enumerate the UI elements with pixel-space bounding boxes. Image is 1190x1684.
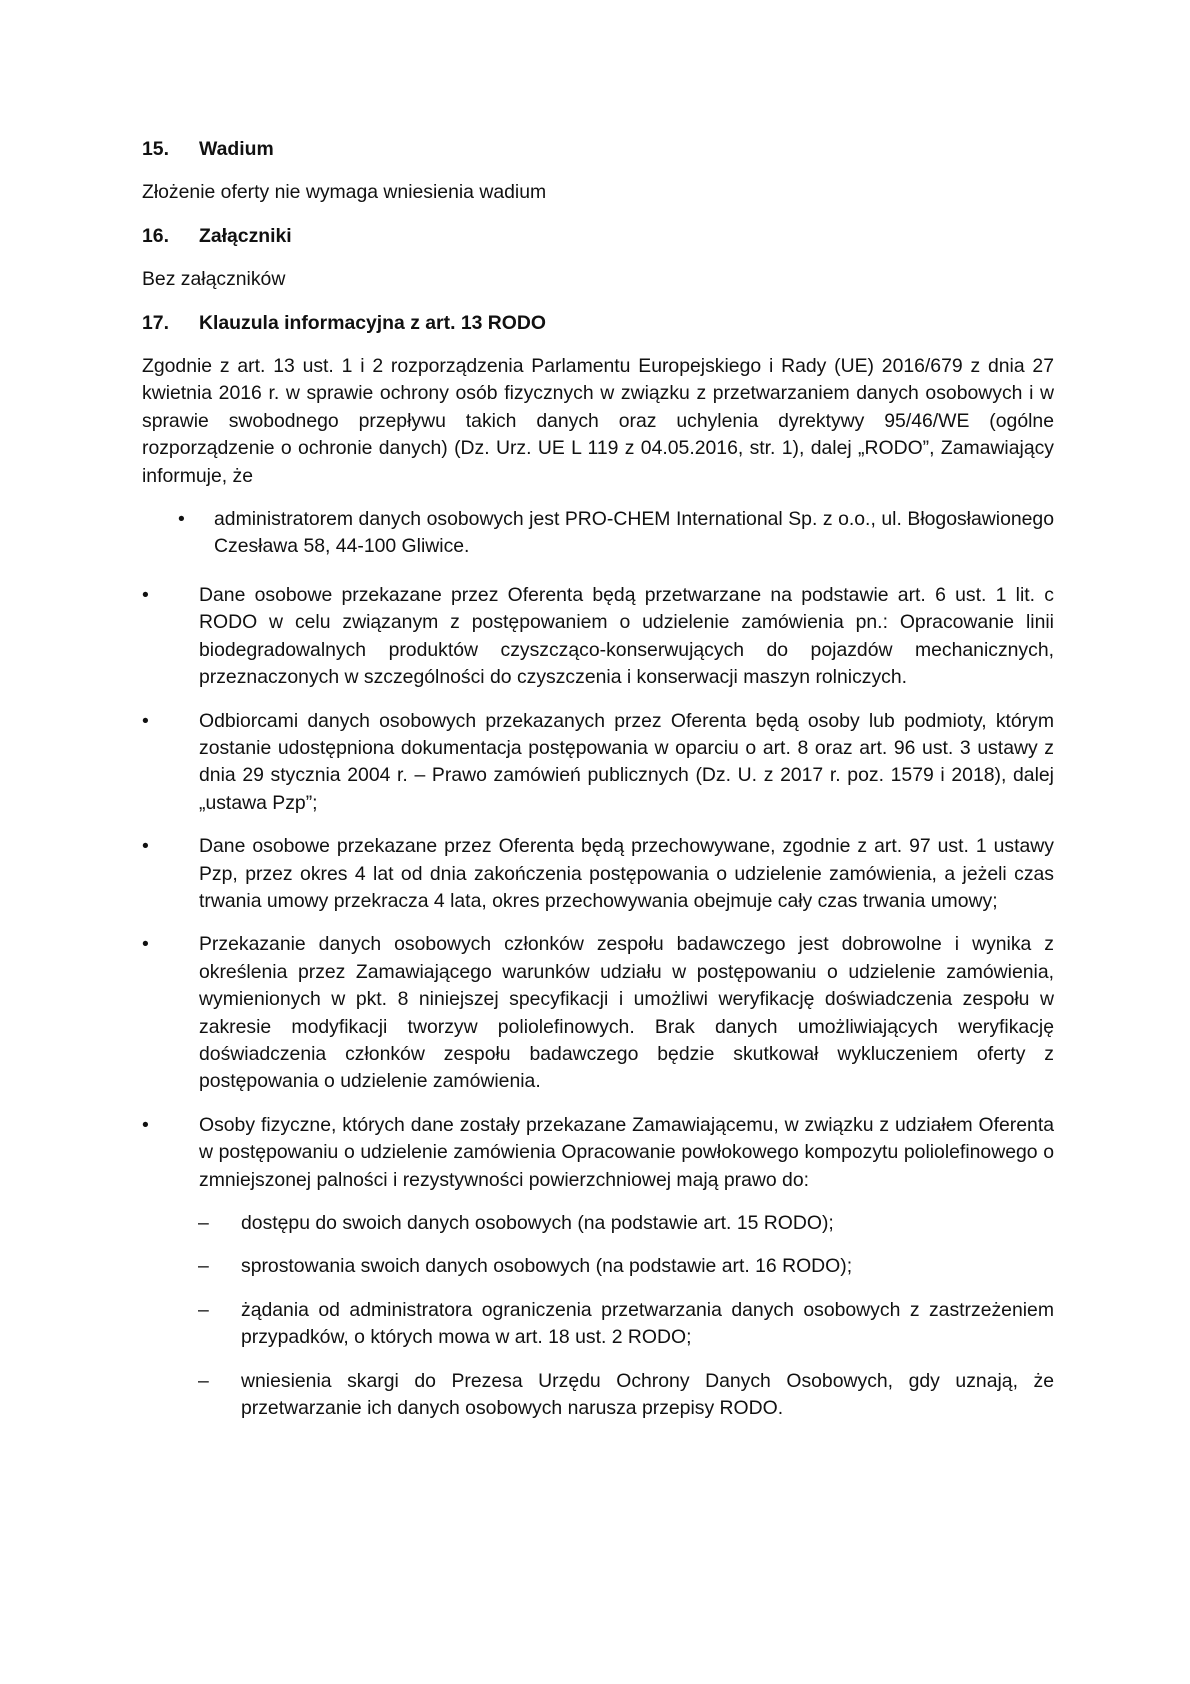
rights-item-text: żądania od administratora ograniczenia przetwarzania danych osobowych z zastrzeżeniem przypadków, o których mowa w art. 18 ust. 2 RODO; [241,1298,1054,1349]
list-item-administrator [142,506,1054,561]
document-content [142,136,1054,1438]
rights-item [142,1253,1054,1280]
rights-item-text: wniesienia skargi do Prezesa Urzędu Ochrony Danych Osobowych, gdy uznają, że przetwarzanie ich danych osobowych narusza przepisy RODO. [241,1369,1054,1420]
list-item-text: Osoby fizyczne, których dane zostały przekazane Zamawiającemu, w związku z udziałem Oferenta w postępowaniu o udzielenie zamówienia Opracowanie powłokowego kompozytu poliolefinowego o zmniejszonej palności i rezystywności powierzchniowej mają prawo do: [199,1113,1054,1191]
bullet-icon: • [142,583,149,606]
section-heading-16 [142,223,1054,250]
section-heading-17 [142,310,1054,337]
rights-item-text: sprostowania swoich danych osobowych (na podstawie art. 16 RODO); [241,1255,853,1278]
list-item-text: Dane osobowe przekazane przez Oferenta będą przechowywane, zgodnie z art. 97 ust. 1 ustawy Pzp, przez okres 4 lat od dnia zakończenia postępowania o udzielenie zamówienia, a jeżeli czas trwania umowy przekracza 4 lata, okres przechowywania obejmuje cały czas trwania umowy; [199,835,1054,912]
bullet-icon: • [142,1113,149,1136]
rights-item-text: dostępu do swoich danych osobowych (na podstawie art. 15 RODO); [241,1212,834,1234]
list-item [142,582,1054,692]
bullet-icon: • [142,709,149,732]
list-item-text: Odbiorcami danych osobowych przekazanych przez Oferenta będą osoby lub podmioty, którym zostanie udostępniona dokumentacja postępowania w oparciu o art. 8 oraz art. 96 ust. 3 ustawy z dnia 29 stycznia 2004 r. – Prawo zamówień publicznych (Dz. U. z 2017 r. poz. 1579 i 2018), dalej „ustawa Pzp”; [199,709,1054,814]
rights-item [142,1210,1054,1237]
section-number: 16. [142,224,169,247]
section-title: Wadium [199,138,274,160]
bullet-icon: • [142,933,149,956]
rights-item [142,1368,1054,1423]
dash-icon: – [198,1255,209,1278]
list-item-text: administratorem danych osobowych jest PRO-CHEM International Sp. z o.o., ul. Błogosławionego Czesława 58, 44-100 Gliwice. [214,508,1054,558]
bullet-icon: • [178,508,185,531]
section-text-15: Złożenie oferty nie wymaga wniesienia wadium [142,181,547,204]
rights-item [142,1297,1054,1352]
section-heading-15 [142,136,1054,163]
list-item [142,931,1054,1095]
list-item [142,1112,1054,1194]
section-number: 15. [142,138,169,160]
dash-icon: – [198,1212,209,1234]
section-title: Klauzula informacyjna z art. 13 RODO [199,311,546,334]
list-item-text: Przekazanie danych osobowych członków zespołu badawczego jest dobrowolne i wynika z określenia przez Zamawiającego warunków udziału w postępowaniu o udzielenie zamówienia, wymienionych w pkt. 8 niniejszej specyfikacji i umożliwi weryfikację doświadczenia zespołu w zakresie modyfikacji tworzyw poliolefinowych. Brak danych umożliwiających weryfikację doświadczenia członków zespołu badawczego będzie skutkował wykluczeniem oferty z postępowania o udzielenie zamówienia. [199,933,1054,1093]
dash-icon: – [198,1369,209,1392]
list-item [142,708,1054,818]
list-item [142,833,1054,915]
section-number: 17. [142,311,169,334]
section-text-17: Zgodnie z art. 13 ust. 1 i 2 rozporządzenia Parlamentu Europejskiego i Rady (UE) 2016/679 z dnia 27 kwietnia 2016 r. w sprawie ochrony osób fizycznych w związku z przetwarzaniem danych osobowych i w sprawie swobodnego przepływu takich danych oraz uchylenia dyrektywy 95/46/WE (ogólne rozporządzenie o ochronie danych) (Dz. Urz. UE L 119 z 04.05.2016, str. 1), dalej „RODO”, Zamawiający informuje, że [142,355,1054,487]
dash-icon: – [198,1298,209,1321]
bullet-icon: • [142,835,149,858]
section-text-16: Bez załączników [142,268,286,291]
list-item-text: Dane osobowe przekazane przez Oferenta będą przetwarzane na podstawie art. 6 ust. 1 lit. c RODO w celu związanym z postępowaniem o udzielenie zamówienia pn.: Opracowanie linii biodegradowalnych produktów czyszcząco-konserwujących do pojazdów mechanicznych, przeznaczonych w szczególności do czyszczenia i konserwacji maszyn rolniczych. [199,583,1054,689]
section-title: Załączniki [199,224,292,247]
